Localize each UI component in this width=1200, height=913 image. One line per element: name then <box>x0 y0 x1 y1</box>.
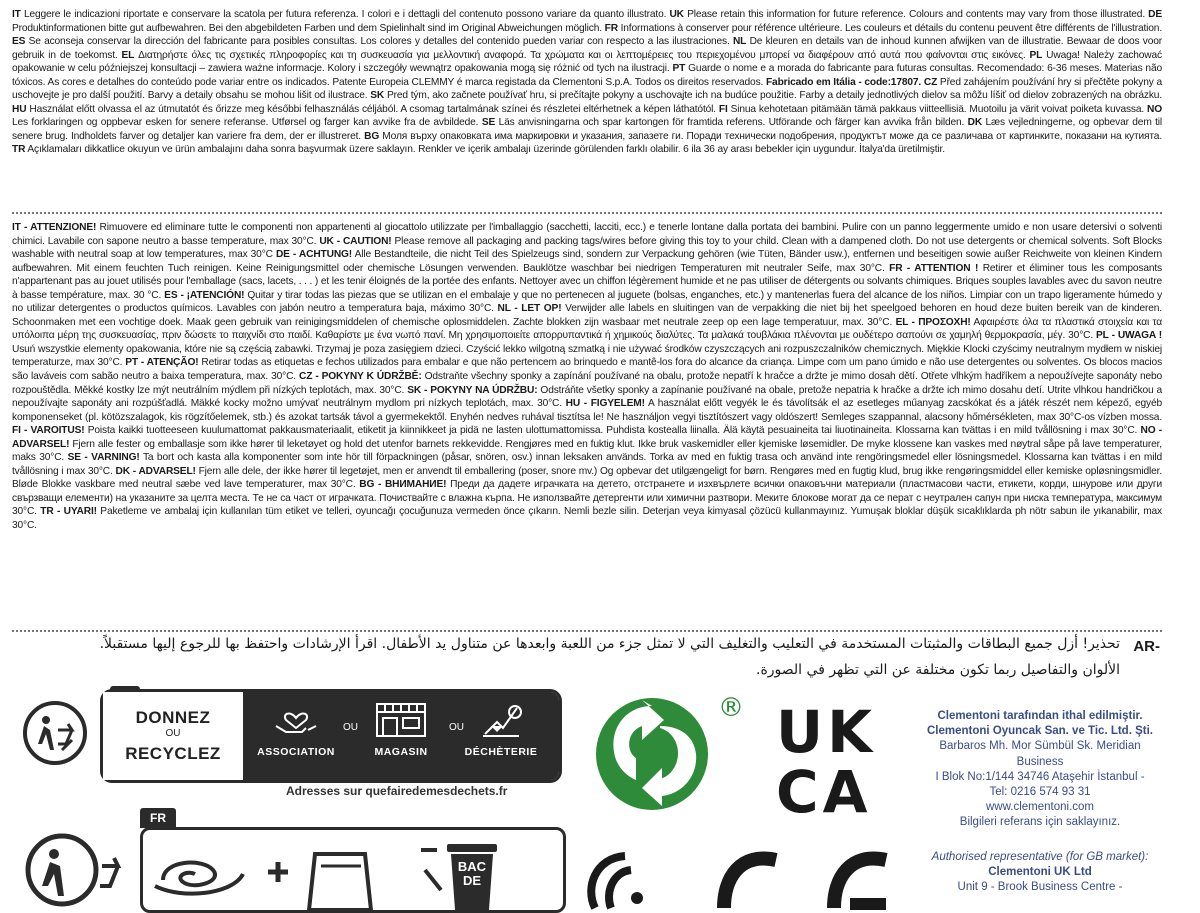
instruction-text: Les forklaringen og oppbevar esken for senere referanse. Utførsel og farger kan avvike fra de avbildede. <box>12 117 479 129</box>
option-decheterie <box>458 700 544 758</box>
arabic-code: AR- <box>1133 638 1160 655</box>
instruction-text: Rimuovere ed eliminare tutte le componenti non appartenenti al giocattolo utilizzate per l'imballaggio (sacchetti, lacciti, ecc.) e tenerle lontane dalla portata dei bambini. Pulire con un panno leggermente umido e non usare detersivi o solventi chimici. Lavabile con sapone neutro a basse temperature, max 30°C. <box>12 222 1163 247</box>
option-label: MAGASIN <box>374 746 428 758</box>
language-code: SK <box>370 90 385 102</box>
language-code: FI - VAROITUS! <box>12 425 85 437</box>
instruction-text: Leggere le indicazioni riportate e conservare la scatola per futura referenza. I colori e i dettagli del contenuto possono variare da quanto illustrato. <box>23 9 667 20</box>
instruction-text: Usuń wszystkie elementy opakowania, które nie są częścią zabawki. Trzymaj je poza zasięgiem dzieci. Czyścić lekko wilgotną szmatką i nie używać środków czyszczących ani rozpuszczalników chemicznych. Miękkie Klocki czyścimy neutralnym mydłem w niskiej temperaturze, max 30°C. <box>12 343 1162 369</box>
hands-heart-icon <box>272 700 320 740</box>
instruction-text: Retirer et éliminer tous les composants n'appartenant pas au jouet utilisés pour l'emballage (sacs, lacets, . . . ) et les tenir éloignés de la portée des enfants. Nettoyer avec un chiffon légèrement humide et ne pas utiliser de détergents ou solvants chimiques. Briques souples lavables avec du savon neutre à basse température, max. 30 °C. <box>12 262 1162 301</box>
arabic-line-1: تحذير! أزل جميع البطاقات والمثبتات المستخدمة في التعليب والتغليف التي لا تمثل جزء من اللعبة وابعدها عن متناول يد الأطفال. اقرأ الإرشادات واحتفظ بها للرجوع إليها مستقبلاً. <box>99 636 1120 652</box>
language-code: FR - ATTENTION ! <box>889 262 979 274</box>
registered-mark: ® <box>718 693 744 723</box>
instruction-text: Sinua kehotetaan pitämään tämä pakkaus viitteellisiä. Muotoilu ja värit voivat poiketa kuvassa. <box>730 103 1145 115</box>
language-code: HU <box>12 103 27 115</box>
instruction-text: Fabricado em Itália - code:17807. <box>765 76 922 88</box>
importer-line: Clementoni tarafından ithal edilmiştir. <box>937 710 1143 722</box>
language-code: PT - ATENÇÃO! <box>125 357 199 369</box>
recycling-center-icon <box>477 700 525 740</box>
gb-rep-line: Clementoni UK Ltd <box>988 866 1092 879</box>
instruction-text: Please retain this information for future reference. Colours and contents may vary from those illustrated. <box>687 9 1145 20</box>
language-code: ES <box>12 36 26 48</box>
importer-line: Tel: 0216 574 93 31 <box>989 786 1091 799</box>
ce-mark-icon <box>700 848 900 908</box>
language-code: DE <box>1148 9 1163 20</box>
ou-separator: OU <box>343 722 358 733</box>
bac-label: BAC DE <box>457 859 487 888</box>
ukca-line-1: UK <box>776 698 877 766</box>
care-instructions-block <box>12 8 1162 208</box>
language-code: BG <box>364 130 380 142</box>
instruction-text: Açıklamaları dikkatlice okuyun ve ürün ambalajını daha sonra başvurmak üzere saklayın. Renkler ve içerik ambalajı üzerinde görülenden farklı olabilir. 6 ila 36 ay arası bebekler için uygundur. İtalya'da üretilmiştir. <box>27 144 945 156</box>
language-code: NO - ADVARSEL! <box>12 425 1163 450</box>
instruction-text: Alle Bestandteile, die nicht Teil des Spielzeugs sind, sondern zur Verpackung gehören (wie Tüten, Bänder usw.), entfernen und beseitigen sowie außer Reichweite von kleinen Kindern aufbewahren. Mit einem feuchten Tuch reinigen. Keine Reinigungsmittel oder chemische Lösungen verwenden. Bauklötze waschbar bei niedrigen Temperaturen mit neutraler Seife, max 30°C. <box>12 249 1162 274</box>
instruction-text: A használat előtt vegyék le és távolítsák el az esetleges műanyag zacskókat és a játék részét nem képező, egyéb komponenseket (pl. kötözszalagok, kis rögzítőelemek, stb.) és azokat tartsák távol a gyermekektől. Enyhén nedves ruhával tisztítsa le! Ne használjon vegyi tisztítószert vagy oldószert! Semleges szappannal, alacsony hőmérsékleten, max 30°C-os vízben mossa. <box>12 398 1162 423</box>
divider <box>12 212 1162 214</box>
gb-representative <box>915 850 1165 896</box>
language-code: SE <box>481 117 496 129</box>
instruction-text: Használat előtt olvassa el az útmutatót és őrizze meg későbbi felhasználás céljából. A csomag tartalmának színei és részletei eltérhetnek a képen láthatótól. <box>29 103 716 115</box>
ou-separator: OU <box>449 722 464 733</box>
instruction-text: Poista kaikki tuotteeseen kuulumattomat pakkausmateriaalit, etiketit ja kiinnikkeet ja pidä ne lasten ulottumattomissa. Puhdista kostealla liinalla. Älä käytä pesuaineita tai liuotinaineita. Klossarna kan tvättas i en mild tvållösning i max 30°C. <box>87 425 1138 437</box>
language-code: BG - ВНИМАНИЕ! <box>359 479 447 491</box>
language-code: UK <box>669 9 684 20</box>
language-code: CZ - POKYNY K ÚDRŽBĚ: <box>299 371 422 383</box>
triman-icon <box>22 830 132 902</box>
ou-label: OU <box>165 728 181 739</box>
store-icon <box>373 700 429 740</box>
options-panel <box>243 692 559 780</box>
language-code: UK - CAUTION! <box>319 235 392 247</box>
importer-line: Bilgileri referans için saklayınız. <box>959 816 1121 829</box>
instruction-text: Se aconseja conservar la dirección del fabricante para posibles consultas. Los colores y detalles del contenido pueden variar con respecto a las ilustraciones. <box>28 36 730 48</box>
language-code: HU - FIGYELEM! <box>565 398 645 410</box>
importer-info <box>915 709 1165 831</box>
language-code: NL <box>732 36 747 48</box>
arabic-line-2: الألوان والتفاصيل ربما تكون مختلفة عن التي تظهر في الصورة. <box>756 662 1120 678</box>
gb-rep-line: Unit 9 - Brook Business Centre - <box>957 881 1123 894</box>
instruction-text: Informations à conserver pour référence ultérieure. Les couleurs et détails du contenu peuvent être différents de l'illustration. <box>620 22 1162 34</box>
triman-icon <box>22 700 88 766</box>
instruction-text: Pred tým, ako začnete používať hru, si prečítajte pokyny a uschovajte ich na budúce použitie. Farby a detaily jednotlivých dielov sa môžu líšiť od dielov zobrazených na obrázku. <box>386 90 1163 102</box>
language-code: PL <box>1029 49 1043 61</box>
instruction-text: Моля въpxy опаковката има маркировки и указания, запазете ги. Поради технически подобрения, продуктът може да се различава от картинките, показани на кутията. <box>382 130 1162 142</box>
gb-rep-line: Authorised representative (for GB market): <box>931 851 1149 863</box>
importer-line: Clementoni Oyuncak San. ve Tic. Ltd. Şti. <box>926 725 1153 738</box>
language-code: NO <box>1147 103 1162 115</box>
importer-line: I Blok No:1/144 34746 Ataşehir İstanbul - <box>935 770 1145 783</box>
green-dot-icon <box>592 692 744 812</box>
language-code: TR - UYARI! <box>40 506 97 518</box>
instruction-text: Paketleme ve ambalaj için kullanılan tüm etiket ve telleri, oyuncağı çocuğunuza vermeden önce çıkarın. Nemli bezle silin. Deterjan veya kimyasal çözücü kullanmayınız. Yumuşak bloklar düşük sıcaklıklarda ph nötr sabun ile yıkanabilir, max 30°C. <box>12 506 1162 532</box>
donnez-label: DONNEZ <box>135 708 211 727</box>
language-code: ES - ¡ATENCIÓN! <box>164 289 245 301</box>
language-code: PL - UWAGA ! <box>1096 330 1163 342</box>
instruction-text: De kleuren en details van de inhoud kunnen afwijken van de illustratie. Bewaar de doos voor gebruik in de toekomst. <box>12 36 1163 61</box>
instruction-text: Läs anvisningarna och spar kartongen för framtida referens. Utförande och färger kan avvika från bilden. <box>498 117 965 129</box>
instruction-text: Před zahájením používání hry si přečtěte pokyny a uschovejte je pro další použití. Barvy a detaily obsahu se mohou lišit od ilustrace. <box>12 76 1162 102</box>
option-magasin <box>358 700 444 758</box>
language-code: CZ <box>923 76 938 88</box>
donnez-panel <box>103 692 243 780</box>
warning-instructions-block <box>12 221 1162 630</box>
instruction-text: Uwaga! Należy zachować opakowanie w celu późniejszej konsultacji – zawiera ważne informacje. Kolory i szczegóły wewnątrz opakowania mogą się różnić od tych na ilustracji. <box>12 49 1162 75</box>
instruction-text: Produktinformationen bitte gut aufbewahren. Bei den abgebildeten Farben und dem Spielinhalt sind im Original Abweichungen möglich. <box>12 22 602 34</box>
instruction-text: Please remove all packaging and packing tags/wires before giving this toy to your child. Clean with a dampened cloth. Do not use detergents or chemical solvents. Soft Blocks washable with neutral soap at low temperatures, max 30°C <box>12 235 1163 261</box>
language-code: FI <box>718 103 728 115</box>
ukca-mark-icon <box>772 698 890 826</box>
option-label: DÉCHÈTERIE <box>464 746 538 758</box>
instruction-text: Verwijder alle labels en sluitingen van de verpakking die niet bij het speelgoed behoren en houd deze buiten bereik van de kinderen. Schoonmaken met een vochtige doek. Maak geen gebruik van reinigingsmiddelen of chemische oplosmiddelen. Zachte blokken zijn wasbaar met neutrale zeep op een lage temperatuur, max. 30°C. <box>12 303 1162 328</box>
importer-line: Barbaros Mh. Mor Sümbül Sk. Meridian Business <box>939 740 1141 768</box>
instruction-text: Διατηρήστε όλες τις σχετικές πληροφορίες και τη συσκευασία για μελλοντική αναφορά. Τα χρώματα και οι λεπτομέρειες του περιεχομένου μπορεί να διαφέρουν από αυτά που φαίνονται στις εικόνες. <box>138 49 1026 61</box>
instruction-text: Fjern alle dele, der ikke hører til legetøjet, men er anvendt til emballering (poser, snore mv.) Og opbevar det utilgængeligt for børn. Rengøres med en fugtig klud, brug ikke rengøringsmiddel eller kemiske opløsningsmidler. Bløde Blokke vaskbare med neutral sæbe ved lave temperaturer, max 30°C. <box>12 465 1163 491</box>
language-code: IT <box>12 9 21 20</box>
language-code: PT <box>672 63 686 75</box>
fr-tab: FR <box>140 808 176 828</box>
language-code: DK - ADVARSEL! <box>115 465 196 477</box>
language-code: DK <box>967 117 983 129</box>
option-label: ASSOCIATION <box>257 746 335 758</box>
instruction-text: Guarde o nome e a morada do fabricante para futuras consultas. Recomendado: 6-36 meses. Materias não tóxicos. As cores e detalhes do conteúdo pode variar entre os indicados. Patente Europeia CLEMMY é marca registada da Clementoni S.p.A. Todos os direitos reservados. <box>12 63 1162 88</box>
recycle-banner <box>100 689 562 783</box>
language-code: DE - ACHTUNG! <box>275 249 353 261</box>
sort-banner <box>140 827 566 913</box>
instruction-text: Læs vejledningerne, og opbevar dem til senere brug. Indholdets farver og detaljer kan variere fra dem, der er illustreret. <box>12 117 1163 142</box>
language-code: FR <box>604 22 618 34</box>
language-code: IT - ATTENZIONE! <box>12 222 97 233</box>
sort-pictograms <box>143 830 563 910</box>
instruction-text: Преди да дадете играчката на детето, отстранете и изхвърлете всички опаковъчни материали (пластмасови части, етикети, корди, шнурове или други свързващи елементи) на указаните за целта места. Те не са част от играчката. Почиствайте с влажна кърпа. Не използвайте детергенти или химични разтвори. Меките блокове могат да се перат с неутрален сапун при ниска температура, максимум 30°C. <box>12 479 1162 518</box>
instruction-text: Αφαιρέστε όλα τα πλαστικά στοιχεία και τα υπόλοιπα μέρη της συσκευασίας, πριν δώσετε το παιχνίδι στο παιδί. Καθαρίστε με ένα νωπό πανί. Μη χρησιμοποιείτε απορρυπαντικά ή χημικούς διαλύτες. Τα μαλακά τουβλάκια πλένονται με ουδέτερο σαπούνι σε χαμηλή θερμοκρασία, μέγ. 30°C. <box>12 316 1162 342</box>
option-association <box>253 700 339 758</box>
instruction-text: Ta bort och kasta alla komponenter som inte hör till förpackningen (påsar, snören, osv.) innan leksaken används. Torka av med en fuktig trasa och använd inte rengöringsmedel eller lösningsmedel. Klossarna kan tvättas i en mild tvållösning i max 30°C. <box>12 452 1163 477</box>
language-code: SK - POKYNY NA ÚDRŽBU: <box>407 384 538 396</box>
ukca-line-2: CA <box>776 758 872 826</box>
importer-line: www.clementoni.com <box>985 801 1094 814</box>
language-code: NL - LET OP! <box>497 303 562 315</box>
language-code: EL <box>121 49 135 61</box>
divider <box>12 630 1162 632</box>
wave-mark-icon <box>575 848 675 908</box>
arabic-warning <box>20 636 1160 686</box>
language-code: TR <box>12 144 26 156</box>
instruction-text: Odstraňte všechny sponky a zapínání používané na obalu, protože nepatří k hračce a držte je mimo dosah dětí. Otřete vlhkým hadříkem a nepoužívejte saponáty nebo rozpouštědla. Měkké kostky lze mýt neutrálním mýdlem při nízkých teplotách, max. 30°C. <box>12 371 1163 396</box>
instruction-text: Fjern alle fester og emballasje som ikke hører til leketøyet og hold det utenfor barnets rekkevidde. Rengjøres med en fuktig klut. Ikke bruk vaskemidler eller kjemiske løsemidler. De myke klossene kan vaskes med nøytral såpe på lave temperaturer, maks 30°C. <box>12 438 1162 464</box>
adresses-link: Adresses sur quefairedemesdechets.fr <box>286 784 508 798</box>
recyclez-label: RECYCLEZ <box>125 744 221 763</box>
instruction-text: Odstráňte všetky sponky a zapínanie používané na obale, pretože nepatria k hračke a držte ich mimo dosahu detí. Utrite vlhkou handričkou a nepoužívajte saponáty ani rozpúšťadlá. Mäkké kocky možno umývať neutrálnym mydlom pri nízkych teplotách, max. 30°C. <box>12 384 1162 410</box>
language-code: EL - ΠΡΟΣΟΧΗ! <box>895 316 971 328</box>
instruction-text: Quitar y tirar todas las piezas que se utilizan en el embalaje y que no pertenecen al juguete (bolsas, enganches, etc.) y mantenerlas fuera del alcance de los niños. Limpiar con un trapo ligeramente húmedo y no utilizar detergentes o productos químicos. Lavables con jabón neutro a temperatura baja, máximo 30°C. <box>12 289 1163 315</box>
instruction-text: Retirar todas as etiquetas e fechos utilizados para embalar e que não pertencem ao brinquedo e mantê-los fora do alcance da criança. Limpe com um pano úmido e não use detergentes ou solventes. Os blocos macios são laváveis com sabão neutro a baixa temperatura, max. 30°C. <box>12 357 1163 383</box>
language-code: SE - VARNING! <box>67 452 140 464</box>
